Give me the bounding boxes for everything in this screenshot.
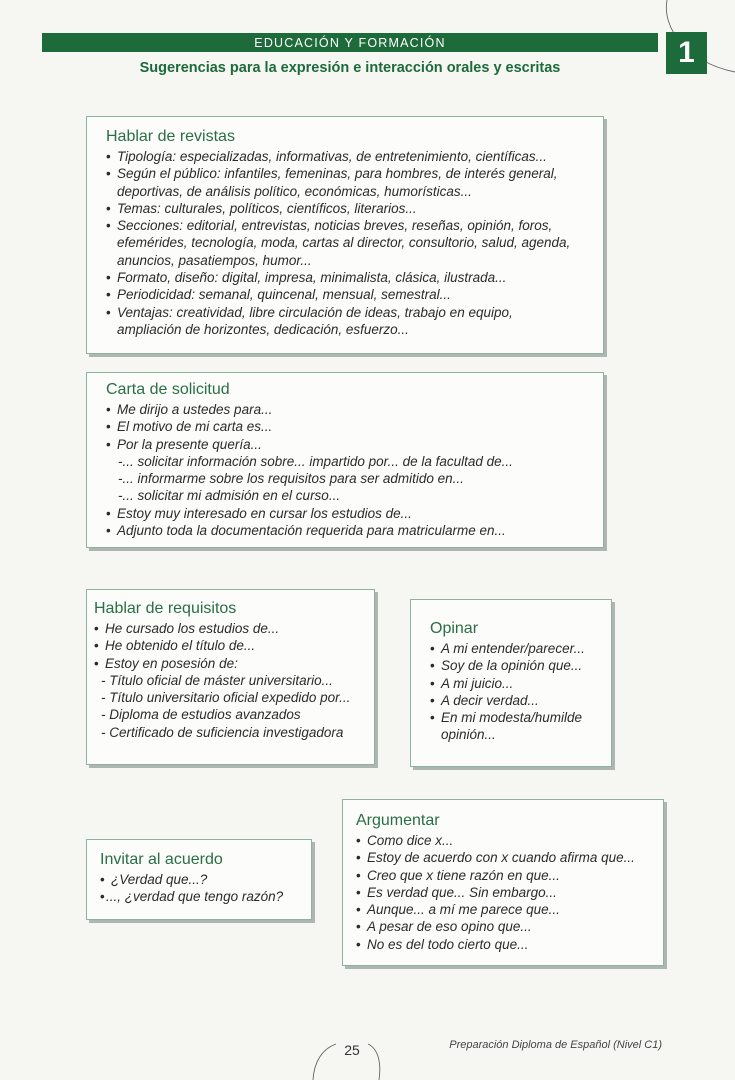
list-item bbox=[106, 286, 603, 303]
item-line: • No es del todo cierto que... bbox=[367, 936, 529, 952]
sub-item: - Título oficial de máster universitario... bbox=[101, 672, 333, 688]
section-header-bar bbox=[42, 33, 658, 52]
list-item bbox=[100, 888, 311, 905]
list-item bbox=[356, 832, 663, 849]
list-item bbox=[106, 436, 603, 505]
list-item bbox=[356, 936, 663, 953]
list-item bbox=[106, 522, 603, 539]
item-line: • Estoy de acuerdo con x cuando afirma que... bbox=[367, 850, 635, 866]
item-line: • Como dice x... bbox=[367, 833, 454, 848]
item-line: deportivas, de análisis político, económicas, humorísticas... bbox=[117, 183, 472, 199]
list-item bbox=[356, 849, 663, 866]
item-line: • Adjunto toda la documentación requerida para matricularme en... bbox=[117, 523, 506, 539]
item-line: • A decir verdad... bbox=[441, 692, 539, 708]
item-line: ampliación de horizontes, dedicación, esfuerzo... bbox=[117, 321, 409, 337]
box-title: Opinar bbox=[430, 620, 479, 637]
item-line: • Estoy en posesión de: bbox=[105, 655, 238, 671]
book-title: Preparación Diploma de Español (Nivel C1) bbox=[449, 1039, 662, 1051]
list-item bbox=[94, 620, 374, 637]
list-item bbox=[106, 200, 603, 217]
item-list bbox=[106, 148, 603, 338]
box-opinar bbox=[410, 599, 612, 767]
item-line: • ¿Verdad que...? bbox=[111, 872, 208, 887]
list-item bbox=[356, 901, 663, 918]
item-line: • Aunque... a mí me parece que... bbox=[367, 902, 560, 918]
box-argumentar bbox=[342, 799, 664, 966]
item-list bbox=[94, 620, 374, 741]
list-item bbox=[106, 401, 603, 418]
item-line: • Según el público: infantiles, femeninas, para hombres, de interés general, bbox=[117, 166, 558, 182]
item-list bbox=[356, 832, 663, 953]
item-list bbox=[430, 640, 611, 744]
item-line: • He obtenido el título de... bbox=[105, 638, 256, 654]
box-title: Invitar al acuerdo bbox=[100, 851, 223, 868]
box-hablar-de-requisitos bbox=[86, 589, 375, 765]
box-title: Hablar de revistas bbox=[106, 128, 235, 145]
list-item bbox=[94, 655, 374, 741]
item-line: • Es verdad que... Sin embargo... bbox=[367, 884, 557, 900]
list-item bbox=[106, 304, 603, 339]
item-line: • Tipología: especializadas, informativas, de entretenimiento, científicas... bbox=[117, 149, 547, 164]
box-carta-de-solicitud bbox=[86, 372, 604, 548]
item-line: • He cursado los estudios de... bbox=[105, 621, 280, 636]
item-line: • Creo que x tiene razón en que... bbox=[367, 867, 560, 883]
list-item bbox=[430, 640, 611, 657]
item-line: • A mi juicio... bbox=[441, 675, 514, 691]
item-line: anuncios, pasatiempos, humor... bbox=[117, 252, 312, 268]
list-item bbox=[106, 269, 603, 286]
page-subtitle: Sugerencias para la expresión e interacción orales y escritas bbox=[139, 60, 561, 76]
item-line: • Me dirijo a ustedes para... bbox=[117, 402, 273, 417]
sub-item: -... solicitar mi admisión en el curso... bbox=[118, 488, 341, 504]
box-hablar-de-revistas bbox=[86, 116, 604, 354]
sub-item: - Título universitario oficial expedido por... bbox=[101, 690, 351, 706]
item-line: • ..., ¿verdad que tengo razón? bbox=[106, 889, 284, 905]
item-list bbox=[100, 871, 311, 906]
box-invitar-al-acuerdo bbox=[86, 839, 312, 920]
item-line: • El motivo de mi carta es... bbox=[117, 419, 273, 435]
list-item bbox=[356, 918, 663, 935]
item-line: opinión... bbox=[441, 727, 496, 743]
list-item bbox=[106, 505, 603, 522]
list-item bbox=[106, 217, 603, 269]
list-item bbox=[430, 709, 611, 744]
item-line: • A mi entender/parecer... bbox=[441, 641, 585, 656]
item-line: • Secciones: editorial, entrevistas, noticias breves, reseñas, opinión, foros, bbox=[117, 218, 553, 234]
list-item bbox=[106, 418, 603, 435]
item-line: • Formato, diseño: digital, impresa, minimalista, clásica, ilustrada... bbox=[117, 270, 507, 286]
list-item bbox=[356, 867, 663, 884]
list-item bbox=[106, 148, 603, 165]
list-item bbox=[100, 871, 311, 888]
sub-item: -... solicitar información sobre... impartido por... de la facultad de... bbox=[118, 453, 513, 469]
list-item bbox=[430, 657, 611, 674]
list-item bbox=[94, 637, 374, 654]
item-line: • En mi modesta/humilde bbox=[441, 710, 583, 726]
item-line: • Ventajas: creatividad, libre circulación de ideas, trabajo en equipo, bbox=[117, 304, 513, 320]
list-item bbox=[430, 675, 611, 692]
item-line: • Temas: culturales, políticos, científicos, literarios... bbox=[117, 200, 417, 216]
item-line: • A pesar de eso opino que... bbox=[367, 919, 532, 935]
item-line: efemérides, tecnología, moda, cartas al director, consultorio, salud, agenda, bbox=[117, 235, 571, 251]
box-title: Carta de solicitud bbox=[106, 381, 230, 398]
box-title: Argumentar bbox=[356, 812, 440, 829]
list-item bbox=[430, 692, 611, 709]
list-item bbox=[106, 165, 603, 200]
sub-item: - Diploma de estudios avanzados bbox=[101, 707, 301, 723]
item-line: • Por la presente quería... bbox=[117, 436, 262, 452]
box-title: Hablar de requisitos bbox=[94, 600, 237, 617]
list-item bbox=[356, 884, 663, 901]
item-line: • Soy de la opinión que... bbox=[441, 658, 583, 674]
item-list bbox=[106, 401, 603, 539]
page-number: 25 bbox=[344, 1042, 360, 1058]
item-line: • Estoy muy interesado en cursar los estudios de... bbox=[117, 505, 412, 521]
sub-item: -... informarme sobre los requisitos para ser admitido en... bbox=[118, 471, 464, 487]
unit-number-badge: 1 bbox=[666, 32, 707, 74]
item-line: • Periodicidad: semanal, quincenal, mensual, semestral... bbox=[117, 287, 451, 303]
section-label: EDUCACIÓN Y FORMACIÓN bbox=[254, 36, 446, 50]
sub-item: - Certificado de suficiencia investigadora bbox=[101, 724, 344, 740]
